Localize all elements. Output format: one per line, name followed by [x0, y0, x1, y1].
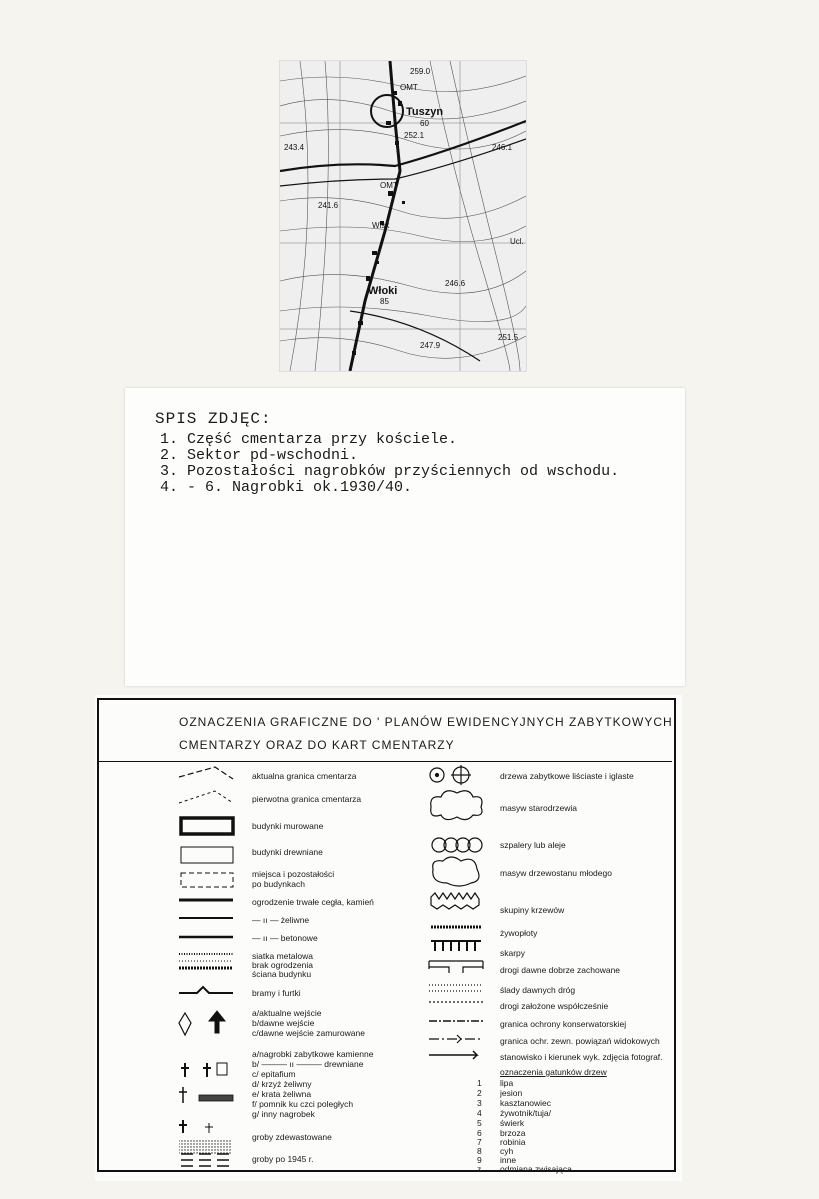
legend-header: [97, 698, 672, 762]
legend-label: miejsca i pozostałości: [252, 869, 335, 879]
village-label: Włoki: [368, 285, 398, 297]
tree-code: 8: [477, 1146, 482, 1156]
tree-name: odmiana zwisająca: [500, 1164, 572, 1174]
place-label: Ucl.: [510, 237, 524, 246]
left-symbols: [175, 765, 241, 1165]
legend-label: ściana budynku: [252, 969, 312, 979]
legend-label: aktualna granica cmentarza: [252, 771, 357, 781]
legend-label: masyw starodrzewia: [500, 803, 577, 813]
tree-name: inne: [500, 1155, 517, 1165]
legend-label: ogrodzenie trwałe cegła, kamień: [252, 897, 374, 907]
tree-name: cyh: [500, 1146, 514, 1156]
elevation-label: 251.5: [498, 333, 519, 342]
tree-code: 3: [477, 1098, 482, 1108]
legend-label: budynki drewniane: [252, 847, 323, 857]
photo-list-card: [125, 388, 685, 686]
legend-label: c/dawne wejście zamurowane: [252, 1028, 365, 1038]
list-item: 1. Część cmentarza przy kościele.: [160, 431, 458, 448]
omt-label: OMT: [400, 83, 418, 92]
tree-code: 2: [477, 1088, 482, 1098]
place-label: Wisk: [372, 221, 390, 230]
legend-label: skupiny krzewów: [500, 905, 565, 915]
tree-name: jesion: [500, 1088, 523, 1098]
legend-label: stanowisko i kierunek wyk. zdjęcia fotograf.: [500, 1052, 663, 1062]
tree-name: brzoza: [500, 1128, 526, 1138]
tree-name: robinia: [500, 1137, 526, 1147]
tree-code: 6: [477, 1128, 482, 1138]
tree-code: 4: [477, 1108, 482, 1118]
tree-name: świerk: [500, 1118, 525, 1128]
legend-label: brak ogrodzenia: [252, 960, 313, 970]
legend-label: budynki murowane: [252, 821, 324, 831]
legend-label: — ıı — betonowe: [252, 933, 318, 943]
tree-code: 1: [477, 1078, 482, 1088]
legend-label: po budynkach: [252, 879, 305, 889]
tree-code: 5: [477, 1118, 482, 1128]
legend-label: granica ochr. zewn. powiązań widokowych: [500, 1036, 660, 1046]
legend-label: c/ epitafium: [252, 1069, 296, 1079]
elevation-label: 246.6: [445, 279, 466, 288]
legend-label: drzewa zabytkowe liściaste i iglaste: [500, 771, 634, 781]
legend-label: a/nagrobki zabytkowe kamienne: [252, 1049, 374, 1059]
legend-label: drogi założone współcześnie: [500, 1001, 609, 1011]
map-drawing: [280, 61, 526, 371]
legend-label: drogi dawne dobrze zachowane: [500, 965, 621, 975]
legend-title-line1: OZNACZENIA GRAFICZNE DO ' PLANÓW EWIDENCYJNYCH ZABYTKOWYCH: [179, 715, 673, 729]
legend-sheet: [95, 695, 682, 1181]
elevation-label: 247.9: [420, 341, 441, 350]
tree-species-heading: oznaczenia gatunków drzew: [500, 1067, 607, 1077]
legend-label: — ıı — żeliwne: [252, 915, 310, 925]
legend-label: g/ inny nagrobek: [252, 1109, 315, 1119]
legend-label: b/dawne wejście: [252, 1018, 315, 1028]
list-item: 3. Pozostałości nagrobków przyściennych od wschodu.: [160, 463, 620, 480]
legend-label: f/ pomnik ku czci poległych: [252, 1099, 354, 1109]
legend-label: skarpy: [500, 948, 526, 958]
elevation-label: 252.1: [404, 131, 425, 140]
right-symbols: [427, 765, 493, 1075]
legend-label: siatka metalowa: [252, 951, 313, 961]
list-item: 4. - 6. Nagrobki ok.1930/40.: [160, 479, 413, 496]
legend-label: groby zdewastowane: [252, 1132, 332, 1142]
legend-label: pierwotna granica cmentarza: [252, 794, 362, 804]
legend-label: bramy i furtki: [252, 988, 301, 998]
elevation-label: 259.0: [410, 67, 431, 76]
legend-label: szpalery lub aleje: [500, 840, 566, 850]
tree-name: żywotnik/tuja/: [500, 1108, 552, 1118]
topographic-map: [279, 60, 527, 372]
tree-code: z: [477, 1164, 482, 1174]
tree-code: 9: [477, 1155, 482, 1165]
village-number: 85: [380, 297, 389, 306]
elevation-label: 246.1: [492, 143, 513, 152]
legend-label: masyw drzewostanu młodego: [500, 868, 612, 878]
legend-label: żywopłoty: [500, 928, 538, 938]
tree-code: 7: [477, 1137, 482, 1147]
list-item: 2. Sektor pd-wschodni.: [160, 447, 359, 464]
legend-label: ślady dawnych dróg: [500, 985, 576, 995]
elevation-label: 241.6: [318, 201, 339, 210]
legend-label: groby po 1945 r.: [252, 1154, 314, 1164]
tree-name: kasztanowiec: [500, 1098, 552, 1108]
legend-label: d/ krzyż żeliwny: [252, 1079, 312, 1089]
post-1945-graves-symbol: [175, 1150, 241, 1174]
legend-title-line2: CMENTARZY ORAZ DO KART CMENTARZY: [179, 738, 455, 752]
legend-label: e/ krata żeliwna: [252, 1089, 312, 1099]
legend-label: b/ ——— ıı ——— drewniane: [252, 1059, 364, 1069]
legend-label: a/aktualne wejście: [252, 1008, 322, 1018]
elevation-label: 243.4: [284, 143, 305, 152]
photo-list: [160, 432, 619, 496]
omt-label: OMT: [380, 181, 398, 190]
town-number: 60: [420, 119, 429, 128]
photo-list-title: SPIS ZDJĘC:: [155, 410, 272, 428]
town-label: Tuszyn: [406, 106, 444, 118]
legend-label: granica ochrony konserwatorskiej: [500, 1019, 627, 1029]
tree-name: lipa: [500, 1078, 514, 1088]
